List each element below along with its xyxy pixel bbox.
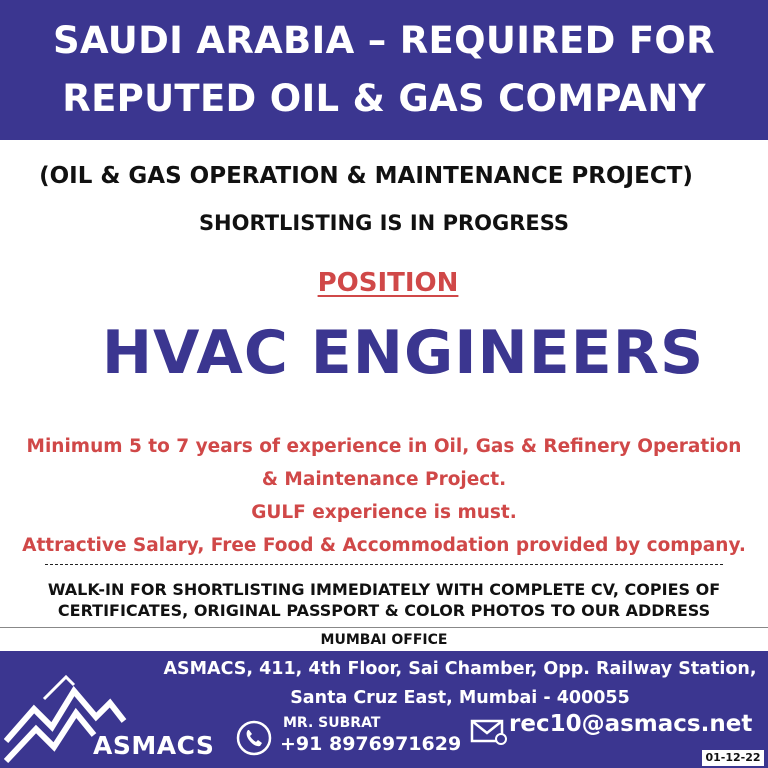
requirement-line-1: Minimum 5 to 7 years of experience in Oil, Gas & Refinery Operation: [26, 436, 742, 457]
date-badge: 01-12-22: [702, 750, 764, 766]
office-label: MUMBAI OFFICE: [0, 627, 768, 651]
address-line-2: Santa Cruz East, Mumbai - 400055: [290, 688, 630, 708]
walk-in-line-2: CERTIFICATES, ORIGINAL PASSPORT & COLOR PHOTOS TO OUR ADDRESS: [57, 601, 711, 620]
phone-icon: [235, 719, 273, 757]
header-banner: [0, 0, 768, 140]
position-title: HVAC ENGINEERS: [101, 318, 705, 388]
requirement-line-3: GULF experience is must.: [251, 502, 517, 523]
contact-email[interactable]: rec10@asmacs.net: [509, 711, 753, 737]
dashed-divider: [45, 564, 723, 565]
brand-name: ASMACS: [93, 731, 215, 760]
mail-icon: [470, 717, 508, 747]
header-title-line2: REPUTED OIL & GAS COMPANY: [62, 77, 706, 120]
walk-in-line-1: WALK-IN FOR SHORTLISTING IMMEDIATELY WITH COMPLETE CV, COPIES OF: [47, 580, 721, 599]
contact-name: MR. SUBRAT: [283, 715, 381, 731]
position-label: POSITION: [317, 268, 459, 298]
requirement-line-4: Attractive Salary, Free Food & Accommodation provided by company.: [22, 535, 746, 556]
project-subtitle: (OIL & GAS OPERATION & MAINTENANCE PROJECT): [39, 163, 693, 189]
address-line-1: ASMACS, 411, 4th Floor, Sai Chamber, Opp. Railway Station,: [163, 659, 757, 679]
header-title-line1: SAUDI ARABIA – REQUIRED FOR: [53, 19, 715, 62]
requirement-line-2: & Maintenance Project.: [261, 469, 507, 490]
shortlisting-status: SHORTLISTING IS IN PROGRESS: [198, 211, 570, 235]
contact-phone[interactable]: +91 8976971629: [280, 733, 462, 755]
footer-banner: [0, 651, 768, 768]
